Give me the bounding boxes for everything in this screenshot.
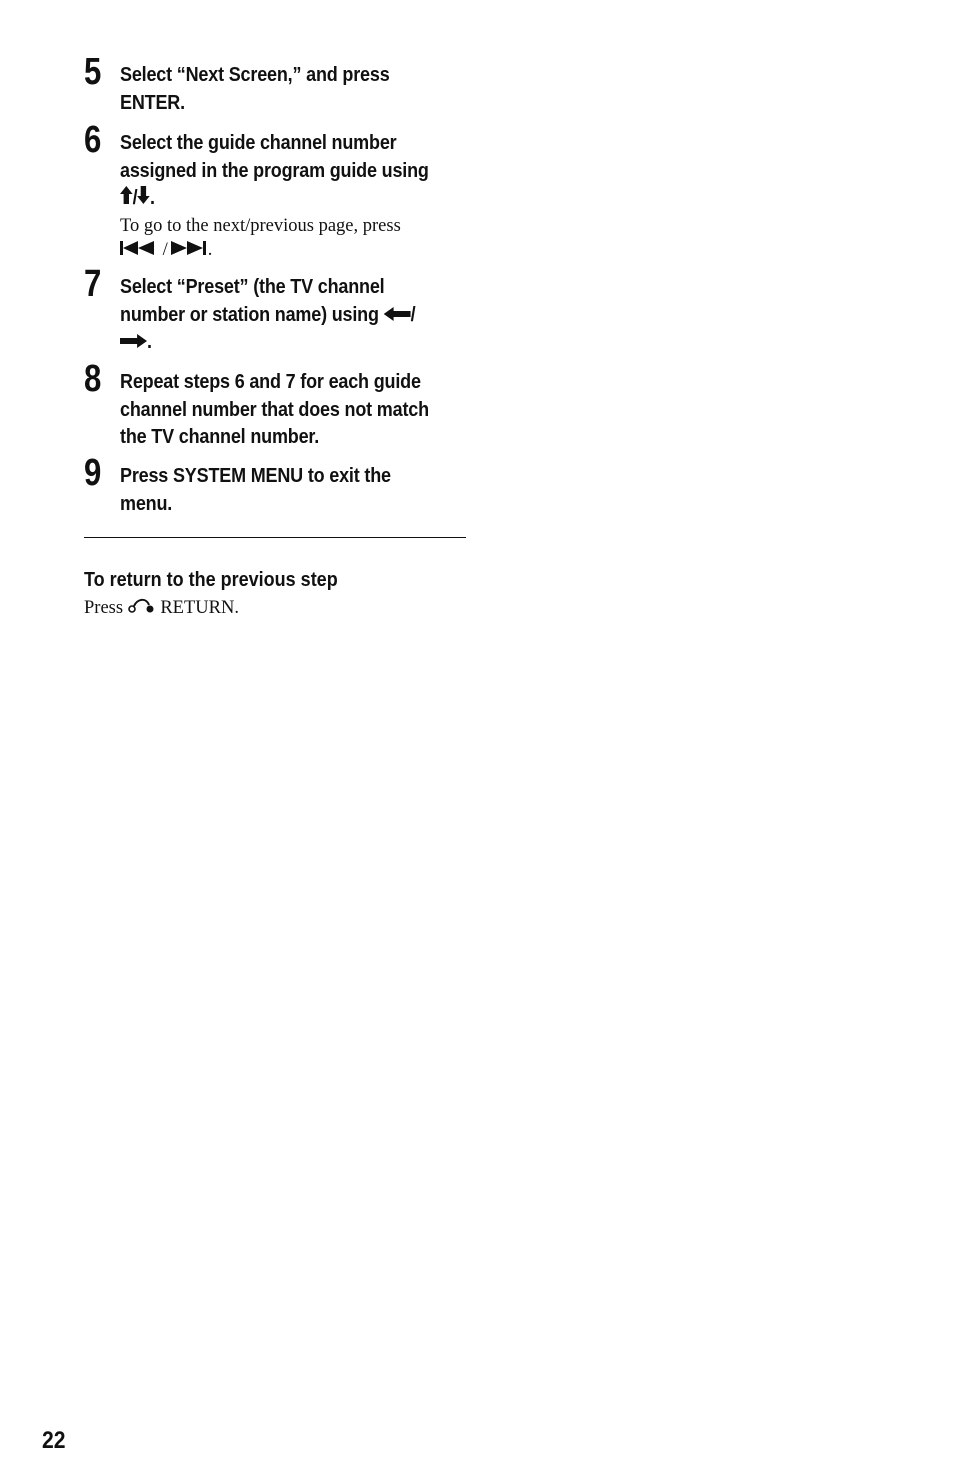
- step-line: Select the guide channel number: [120, 132, 397, 154]
- separator: /: [158, 240, 168, 260]
- step-line-text: number or station name) using: [120, 303, 384, 326]
- section-divider: [84, 537, 466, 538]
- separator: /: [410, 303, 416, 326]
- step-line: assigned in the program guide using: [120, 159, 429, 182]
- step-number: 8: [84, 358, 102, 400]
- step-line: Repeat steps 6 and 7 for each guide: [120, 371, 421, 393]
- down-arrow-icon: [137, 186, 150, 204]
- right-arrow-icon: [120, 334, 147, 348]
- step-line: channel number that does not match: [120, 398, 429, 421]
- previous-track-icon: [120, 241, 158, 255]
- step-line: the TV channel number.: [120, 426, 320, 448]
- period: .: [147, 331, 152, 353]
- note-line: [120, 238, 401, 262]
- step-line: ENTER.: [120, 91, 185, 114]
- step-line: menu.: [120, 492, 173, 515]
- page-number: 22: [42, 1427, 66, 1454]
- next-track-icon: [168, 241, 208, 255]
- return-icon: [128, 597, 156, 613]
- step-instruction: [120, 130, 444, 213]
- step-instruction: [120, 369, 444, 452]
- period: .: [150, 187, 155, 209]
- period: .: [207, 240, 213, 260]
- step-line: [120, 185, 444, 213]
- step-line: Press SYSTEM MENU to exit the: [120, 465, 391, 487]
- step-note: [120, 214, 401, 262]
- step-line: [120, 329, 444, 357]
- step-line: Select “Preset” (the TV channel: [120, 276, 385, 298]
- step-number: 5: [84, 51, 102, 93]
- step-line: [120, 302, 444, 330]
- tip-heading: To return to the previous step: [84, 569, 338, 591]
- step-instruction: [120, 274, 444, 357]
- step-instruction: [120, 62, 444, 117]
- step-line: Select “Next Screen,” and press: [120, 64, 390, 86]
- separator: /: [132, 187, 138, 209]
- step-number: 6: [84, 119, 102, 161]
- tip-text: Press: [84, 598, 128, 618]
- step-number: 7: [84, 263, 102, 305]
- tip-text: RETURN.: [155, 598, 239, 618]
- left-arrow-icon: [384, 307, 411, 321]
- tip-body: [84, 596, 239, 620]
- up-arrow-icon: [120, 186, 133, 204]
- step-number: 9: [84, 452, 102, 494]
- note-line: To go to the next/previous page, press: [120, 216, 401, 236]
- step-instruction: [120, 463, 444, 518]
